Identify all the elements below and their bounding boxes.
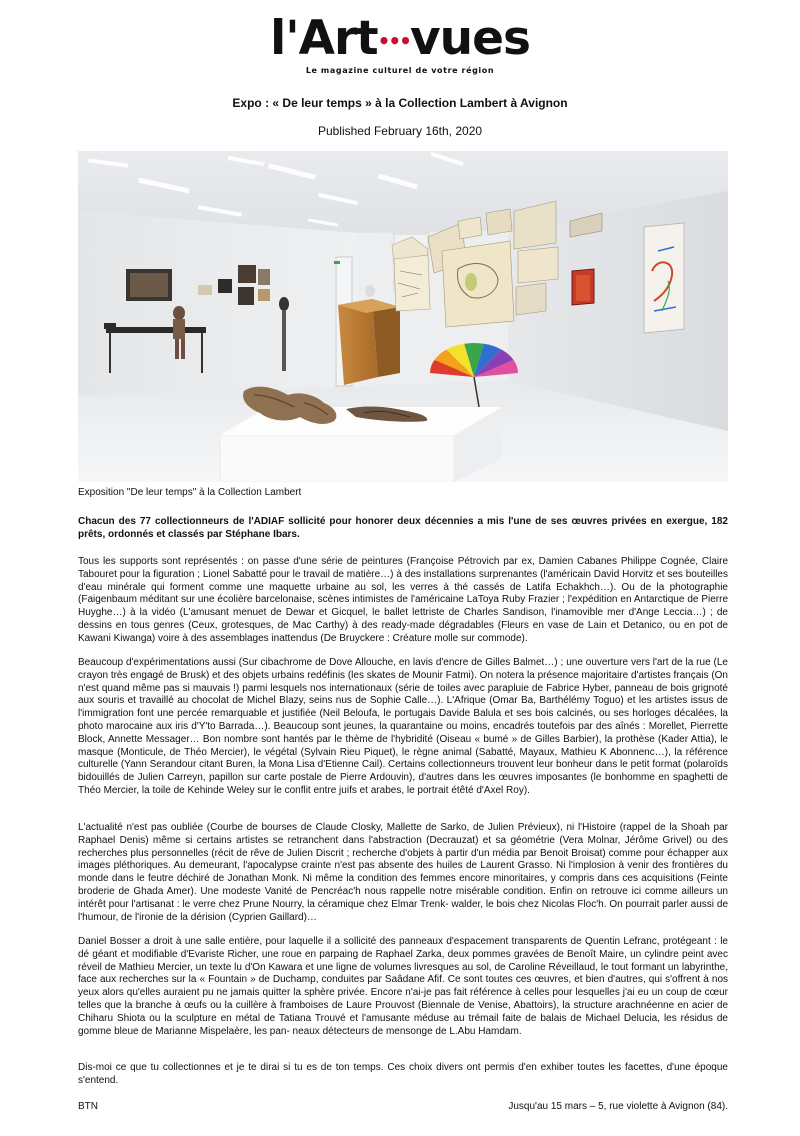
article-paragraph: L'actualité n'est pas oubliée (Courbe de bourses de Claude Closky, Mallette de Sarko, de Julien Prévieux), ni l'Histoire (rappel de la Shoah par Raphael Denis) même si certains artistes se retranchent dans l'abstraction (Decrauzat) et sa géométrie (Vera Molnar, Jérôme Grivel) ou des recherches plus personnelles (récit de rêve de Julien Discrit ; recherche d'objets à partir d'un média par Benoit Broisat) comme pour échapper aux images pléthoriques. Au demeurant, l'apocalypse crainte n'est pas absente des huiles de Laurent Grasso. Ni l'implosion à venir des frontières du monde dans le feutre déchiré de Jonathan Monk. Ni même la condition des femmes encore minoritaires, y compris dans ces acquisitions (Feinte broderie de Ghada Amer). Une modeste Vanité de Pencréac'h nous rappelle notre misérable condition. Enfin on retrouve ici comme ailleurs un intérêt pour l'artisanat : le verre chez Prune Nourry, la céramique chez Elmar Trenk- walder, le bois chez Nicolas Floc'h. On pourrait parler aussi de l'humour, de l'ironie de la dérision (Cyprien Gaillard)… bbox=[78, 822, 728, 923]
magazine-logo[interactable] bbox=[0, 12, 800, 75]
photo-caption: Exposition "De leur temps" à la Collection Lambert bbox=[78, 487, 302, 498]
logo-dots: ••• bbox=[377, 29, 410, 53]
article-paragraph: Dis-moi ce que tu collectionnes et je te dirai si tu es de ton temps. Ces choix divers ont permis d'en exhiber toutes les facettes, d'une époque s'entend. bbox=[78, 1062, 728, 1086]
article-paragraph: Daniel Bosser a droit à une salle entière, pour laquelle il a sollicité des panneaux d'espacement transparents de Quentin Lefranc, protégeant : le dé géant et modifiable d'Evariste Richer, une roue en parpaing de Raphael Zarka, deux pommes gravées de Benoît Maire, un cylindre peint avec réveil de Mathieu Mercier, un texte lu d'On Kawara et une ligne de volumes livresques au sol, de Caroline Réveillaud, le tout formant un labyrinthe, face aux recherches sur la « Fountain » de Duchamp, conduites par Saâdane Afif. Ce sont toutes ces œuvres, et bien d'autres, qui s'offrent à nos yeux alors qu'elles auraient pu ne jamais quitter la sphère privée. Encore n'ai-je pas fait référence à celles pour lesquelles j'ai eu un coup de cœur telles que la branche à œufs ou la cuillère à framboises de Laure Prouvost (Biennale de Venise, Abattoirs), la structure arachnéenne en acier de Chiharu Shiota ou la sculpture en métal de Tatiana Trouvé et l'amusante méduse au trémail faite de balais de Michael Delucia, les résidus de gomme bleue de Marianne Mispelaère, les pan- neaux détecteurs de mensonge de L.Abu Hamdam. bbox=[78, 936, 728, 1037]
article-paragraph: Tous les supports sont représentés : on passe d'une série de peintures (Françoise Pétrovich par ex, Damien Cabanes Philippe Cognée, Claire Tabouret pour la figuration ; Lionel Sabatté pour le travail de matière…) à des installations surprenantes (l'américain David Horvitz et ses bouteilles d'eau minérale qui forment comme une maquette urbaine au sol, les verres à thé cassés de Latifa Echakhch…). Ou de la photographie (Faigenbaum méditant sur une écolière barcelonaise, scènes intimistes de l'américaine LaToya Ruby Frazier ; l'expédition en Antarctique de Pierre Huyghe…) à la vidéo (L'amusant menuet de Dewar et Gicquel, le ballet lettriste de Charles Sandison, l'inamovible mer d'Ange Leccia…) ; de dessins en tous genres (Ceux, grotesques, de Mac Carthy) à des ready-made dégradables (Fleurs en vase de Lain et Detanico, ou en pot de Kawani Kiwanga) voire à des assemblages inattendus (De Bruyckere : Créature molle sur commode). bbox=[78, 556, 728, 644]
publish-date: Published February 16th, 2020 bbox=[317, 124, 483, 138]
logo-tagline: Le magazine culturel de votre région bbox=[305, 66, 495, 75]
article-lead: Chacun des 77 collectionneurs de l'ADIAF sollicité pour honorer deux décennies a mis l'une de ses œuvres privées en exergue, 182 prêts, ordonnés et classés par Stéphane Ibars. bbox=[78, 516, 728, 540]
article-paragraph: Beaucoup d'expérimentations aussi (Sur cibachrome de Dove Allouche, en lavis d'encre de Gilles Balmet…) ; une ouverture vers l'art de la rue (Le crayon très engagé de Brusk) et des objets urbains redéfinis (les skates de Mounir Fatmi). On notera la présence majoritaire d'artistes français (On n'est quand même pas si mauvais !) parmi lesquels nos internationaux (série de toiles avec parapluie de Fabrice Hyber, panneau de bois grignoté aux souris et travaillé au chocolat de Michel Blazy, seins nus de Sophie Calle…). L'Afrique (Omar Ba, Barthélémy Toguo) et les artistes issus de l'immigration font une percée remarquable et justifiée (Neil Beloufa, le portugais Davide Balula et ses bois calcinés, ou ses horloges décalées, la photo marocaine aux iris d'Y'to Barrada…). Beaucoup sont jeunes, la quarantaine ou moins, encadrés toutefois par des aînés : Morellet, Pierrette Block, Annette Messager… Bon nombre sont hantés par le thème de l'hybridité (Oiseau « bumé » de Gilles Barbier), la prothèse (Kader Attia), le masque (Monticule, de Théo Mercier), le végétal (Sylvain Rieu Piquet), le règne animal (Sabatté, Mayaux, Mathieu K Abonnenc…), la référence culturelle (Yann Serandour citant Buren, la Mona Lisa d'Etienne Cail). Certains collectionneurs trouvent leur bonheur dans le petit format (polaroïds bidouillés de Julien Carreyn, papillon sur carte postale de Pierre Ardouvin), d'autres dans les œuvres imposantes (le bonhomme en spaghetti de Théo Mercier, la toile de Kehinde Weley sur le conflit entre juifs et arabes, le portrait étêté d'Axel Roy). bbox=[78, 657, 728, 796]
exhibition-photo bbox=[78, 151, 728, 482]
logo-wordmark: l'Art•••vues bbox=[270, 11, 530, 66]
author-signature: BTN bbox=[78, 1101, 98, 1112]
exhibition-info: Jusqu'au 15 mars – 5, rue violette à Avignon (84). bbox=[508, 1101, 728, 1112]
article-title: Expo : « De leur temps » à la Collection Lambert à Avignon bbox=[232, 96, 568, 110]
